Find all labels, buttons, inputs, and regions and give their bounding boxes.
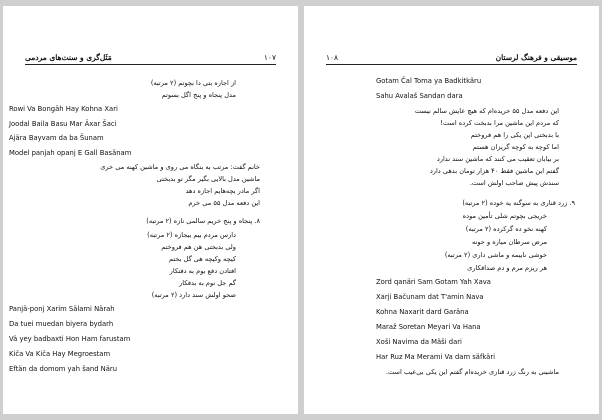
left-page xyxy=(3,6,298,414)
right-page-header xyxy=(326,50,577,65)
translation-line: این دفعه مدل ۵۵ می خرم xyxy=(188,199,260,207)
transliteration-line: Da tuei muedan biyera bydarh xyxy=(9,320,114,328)
translation-line: اما کوچه به کوچه گریزان هستم xyxy=(472,143,559,151)
verse-line: خریجی بچوتم شلی تأمین موده xyxy=(462,212,547,220)
translation-line: ماشینی به رنگ زرد قناری خریده‌ام گفتم این یکی بی‌عیب است. xyxy=(385,368,559,376)
translation-line: خانم گفت: مرتب به بنگاه می روی و ماشین کهنه می خری xyxy=(100,163,260,171)
verse-line: افتادن دفع بوم به دفتکار xyxy=(169,267,236,275)
right-running-title: موسیقی و فرهنگ لرستان xyxy=(495,53,577,62)
right-page-number: ۱۰۸ xyxy=(326,53,339,62)
transliteration-line: Kiča Va Kiča Hay Megroestam xyxy=(9,350,111,358)
left-page-header xyxy=(25,50,276,65)
right-page xyxy=(304,6,599,414)
transliteration-line: Model panjah opanj E Gall Basänam xyxy=(9,149,132,157)
transliteration-line: Ajära Bayvam da ba Šunam xyxy=(9,134,104,142)
transliteration-line: Sahu Avalaš Sandan dara xyxy=(376,92,463,100)
verse-number-line: ۸. پنجاه و پنج خریم سالمی نازه (۲ مرتبه) xyxy=(146,217,260,225)
transliteration-line: Kohna Naxarit dard Garäna xyxy=(376,308,469,316)
translation-line: اگر مادر بچه‌هایم اجازه دهد xyxy=(185,187,260,195)
translation-line: ماشین مدل بالایی بگیر مگر تو بدبختی xyxy=(156,175,260,183)
verse-line: خوشی نابیمه و ماشی داری (۲ مرتبه) xyxy=(444,251,547,259)
verse-line: کیچه وکیچه هی گل بختم xyxy=(169,255,236,263)
transliteration-line: Panjä-ponj Xarim Sälami Närah xyxy=(9,305,115,313)
translation-line: سندش پیش صاحب اولش است. xyxy=(469,179,559,187)
translation-line: این دفعه مدل ۵۵ خریده‌ام که هیچ عایش سالم نیست xyxy=(414,107,559,115)
transliteration-line: Rowi Va Bongäh Hay Kohna Xari xyxy=(9,105,118,113)
verse-line: ولی بدبختی هن هم فروختم xyxy=(161,243,236,251)
translation-line: بر بیابان تعقیب می کنند که ماشین سند ندارد xyxy=(436,155,559,163)
verse-line: مدل پنجاه و پنج اگل بسوتم xyxy=(161,91,236,99)
transliteration-line: Eftän da domom yah šand Näru xyxy=(9,365,118,373)
verse-line: از اجاره بتی دا بچوتم (۲ مرتبه) xyxy=(150,79,236,87)
verse-line: دارس مردم بیم بیجازه (۲ مرتبه) xyxy=(147,231,236,239)
transliteration-line: Xarji Bačunam dat T'amin Nava xyxy=(376,293,484,301)
translation-line: که مردم این ماشین مرا بدبخت کرده است! xyxy=(440,119,559,127)
verse-number-line: ۹. زرد قناری به سوگنه یه خوده (۲ مرتبه) xyxy=(462,199,575,207)
transliteration-line: Maraž Soretan Meyari Va Hana xyxy=(376,323,481,331)
translation-line: با بدبختی این یکی را هم فروختم xyxy=(470,131,559,139)
transliteration-line: Vä yey badbaxti Hon Ham farustam xyxy=(9,335,131,343)
verse-line: هر ریزم مرم و دم صداقکاری xyxy=(467,264,547,272)
transliteration-line: Gotam Čal Toma ya Badkitkäru xyxy=(376,77,482,85)
transliteration-line: Xoši Navima da Mäši dari xyxy=(376,338,462,346)
transliteration-line: Joodal Baila Basu Mar Äxar Šaci xyxy=(9,120,117,128)
left-running-title: مَثَل‌گری و سنت‌های مردمی xyxy=(25,53,112,62)
translation-line: گفتم این ماشین فقط ۴۰ هزار تومان بدهی دارد xyxy=(429,167,559,175)
transliteration-line: Zord qanäri Sam Gotam Yah Xava xyxy=(376,278,491,286)
verse-line: گم جل نوم به بدفکار xyxy=(179,279,236,287)
verse-line: مرض سرطان میاره و حونه xyxy=(472,238,547,246)
left-page-number: ۱۰۷ xyxy=(263,53,276,62)
verse-line: صحو اولش سند دارد (۲ مرتبه) xyxy=(151,291,236,299)
transliteration-line: Har Ruz Ma Merami Va dam säfkäri xyxy=(376,353,496,361)
verse-line: کهنه نخو ده گرکرده (۲ مرتبه) xyxy=(465,225,547,233)
